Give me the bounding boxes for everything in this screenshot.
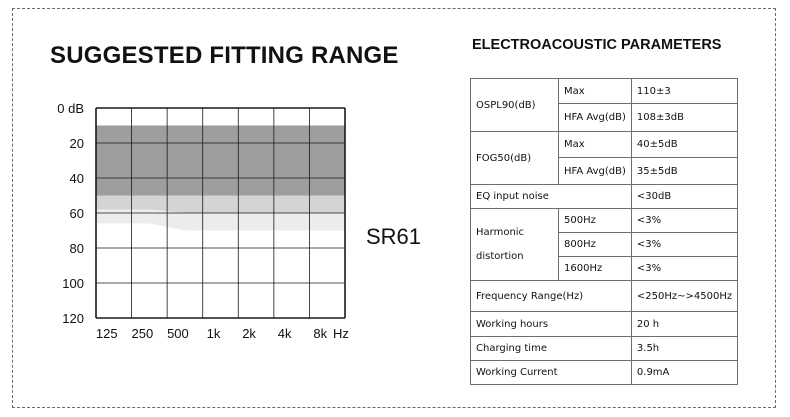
harmonic-value: <3% [631, 209, 737, 233]
x-tick-label: 4k [277, 326, 292, 341]
x-tick-label: 500 [167, 326, 189, 341]
y-tick-label: 0 dB [57, 101, 84, 116]
table-row [471, 281, 738, 312]
x-tick-label: 8k [313, 326, 328, 341]
table-row [471, 185, 738, 209]
harmonic-freq: 500Hz [559, 209, 632, 233]
ospl90-max-label: Max [559, 79, 632, 104]
fog50-hfa-value: 35±5dB [631, 158, 737, 185]
parameters-table [470, 78, 738, 385]
working-hours-value: 20 h [631, 312, 737, 337]
x-tick-label: 1k [206, 326, 221, 341]
harmonic-freq: 1600Hz [559, 257, 632, 281]
charging-time-value: 3.5h [631, 337, 737, 361]
y-tick-label: 40 [69, 171, 84, 186]
fog50-label: FOG50(dB) [471, 132, 559, 185]
y-tick-label: 20 [69, 136, 84, 151]
charging-time-label: Charging time [471, 337, 632, 361]
working-hours-label: Working hours [471, 312, 632, 337]
table-row [471, 312, 738, 337]
electroacoustic-title: ELECTROACOUSTIC PARAMETERS [472, 37, 722, 53]
harmonic-distortion-label [471, 209, 559, 281]
y-tick-label: 120 [62, 311, 84, 326]
x-unit-label: Hz [333, 326, 349, 341]
table-row [471, 79, 738, 104]
freq-range-label: Frequency Range(Hz) [471, 281, 632, 312]
y-tick-label: 100 [62, 276, 84, 291]
fog50-max-label: Max [559, 132, 632, 158]
y-tick-label: 80 [69, 241, 84, 256]
fitting-band-1 [96, 126, 345, 196]
fog50-hfa-label: HFA Avg(dB) [559, 158, 632, 185]
fog50-max-value: 40±5dB [631, 132, 737, 158]
table-row [471, 361, 738, 385]
x-tick-label: 2k [242, 326, 256, 341]
working-current-value: 0.9mA [631, 361, 737, 385]
table-row [471, 337, 738, 361]
ospl90-label: OSPL90(dB) [471, 79, 559, 132]
y-tick-label: 60 [69, 206, 84, 221]
model-name: SR61 [366, 224, 422, 249]
harmonic-label-line1: Harmonic [476, 226, 525, 238]
harmonic-label-line2: distortion [476, 250, 524, 262]
harmonic-value: <3% [631, 257, 737, 281]
table-row [471, 132, 738, 158]
harmonic-freq: 800Hz [559, 233, 632, 257]
working-current-label: Working Current [471, 361, 632, 385]
freq-range-value: <250Hz~>4500Hz [631, 281, 737, 312]
fitting-range-title: SUGGESTED FITTING RANGE [50, 42, 399, 69]
table-row [471, 209, 738, 233]
ospl90-max-value: 110±3 [631, 79, 737, 104]
harmonic-value: <3% [631, 233, 737, 257]
x-tick-label: 250 [131, 326, 154, 341]
ospl90-hfa-value: 108±3dB [631, 104, 737, 132]
eq-noise-value: <30dB [631, 185, 737, 209]
ospl90-hfa-label: HFA Avg(dB) [559, 104, 632, 132]
eq-noise-label: EQ input noise [471, 185, 632, 209]
x-tick-label: 125 [95, 326, 118, 341]
